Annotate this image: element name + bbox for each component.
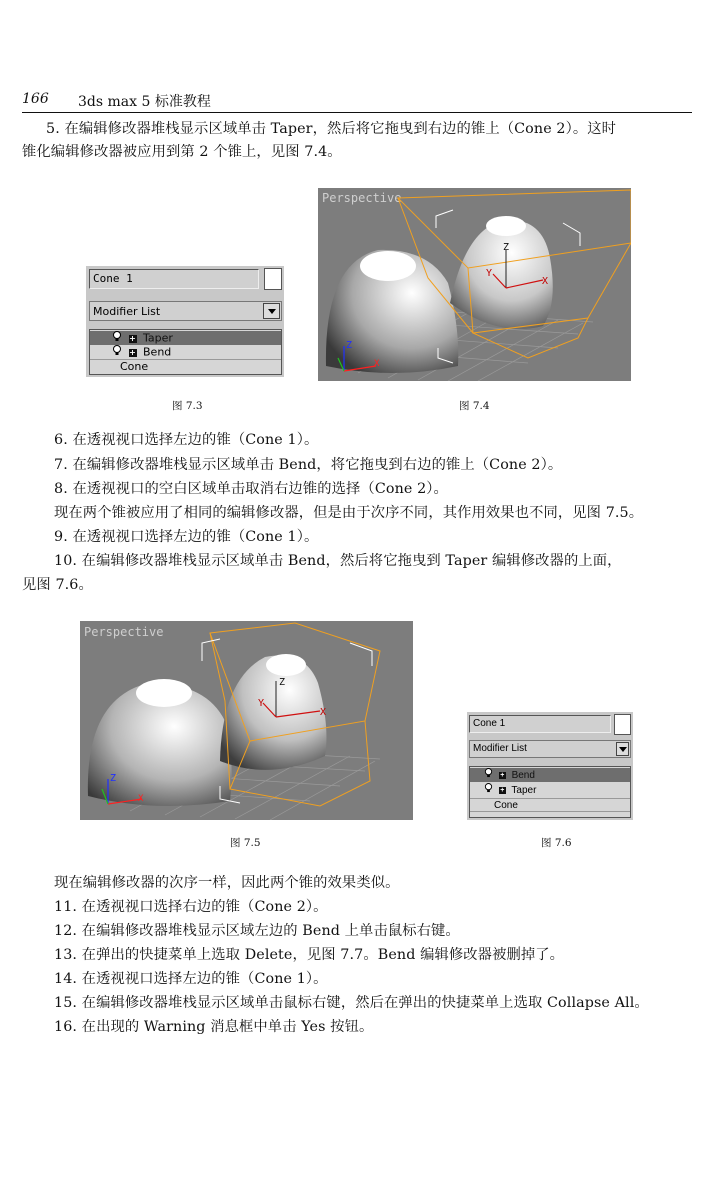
stack-row-cone[interactable] (470, 798, 630, 812)
step-9: 9. 在透视视口选择左边的锥（Cone 1）。 (54, 529, 319, 545)
modifier-stack[interactable] (469, 766, 631, 818)
viewport-fig74[interactable] (318, 188, 631, 381)
modifier-panel-fig73 (86, 266, 284, 377)
expand-plus-icon[interactable]: + (500, 787, 505, 794)
svg-text:X: X (542, 276, 549, 287)
step-7: 7. 在编辑修改器堆栈显示区域单击 Bend，将它拖曳到右边的锥上（Cone 2）。 (54, 457, 563, 473)
dropdown-arrow-icon[interactable] (263, 303, 280, 319)
stack-label-cone: Cone (494, 800, 518, 811)
step-11: 11. 在透视视口选择右边的锥（Cone 2）。 (54, 899, 328, 915)
svg-text:Z: Z (346, 340, 353, 351)
expand-plus-icon[interactable]: + (500, 772, 505, 779)
step-10-line-2: 见图 7.6。 (22, 577, 93, 593)
color-swatch[interactable] (614, 714, 631, 735)
step-14: 14. 在透视视口选择左边的锥（Cone 1）。 (54, 971, 328, 987)
step-5-line-1: 5. 在编辑修改器堆栈显示区域单击 Taper，然后将它拖曳到右边的锥上（Cone 2）。这时 (46, 121, 617, 137)
cone-1-top (136, 679, 192, 707)
svg-text:Z: Z (503, 242, 510, 253)
lightbulb-icon[interactable] (484, 768, 493, 783)
stack-label-cone: Cone (120, 360, 149, 373)
object-name-field[interactable]: Cone 1 (469, 715, 611, 733)
step-16: 16. 在出现的 Warning 消息框中单击 Yes 按钮。 (54, 1019, 374, 1035)
caption-fig75: 图 7.5 (230, 837, 261, 849)
step-13: 13. 在弹出的快捷菜单上选取 Delete，见图 7.7。Bend 编辑修改器被删掉了。 (54, 947, 565, 963)
viewport-fig75[interactable] (80, 621, 413, 820)
viewport-label: Perspective (322, 191, 402, 205)
svg-text:Z: Z (110, 773, 117, 784)
page-number: 166 (22, 91, 49, 107)
expand-plus-icon[interactable]: + (129, 333, 136, 343)
lightbulb-icon[interactable] (112, 331, 122, 346)
dropdown-arrow-icon[interactable] (616, 742, 629, 756)
modifier-list-dropdown[interactable] (469, 740, 631, 758)
step-5-line-2: 锥化编辑修改器被应用到第 2 个锥上，见图 7.4。 (22, 144, 342, 160)
step-12: 12. 在编辑修改器堆栈显示区域左边的 Bend 上单击鼠标右键。 (54, 923, 460, 939)
stack-label-taper: Taper (143, 331, 173, 345)
svg-text:Y: Y (486, 268, 493, 279)
svg-text:Z: Z (279, 677, 286, 688)
stack-label-taper: Taper (511, 785, 537, 797)
modifier-list-dropdown[interactable] (89, 301, 282, 321)
modifier-panel-fig76 (467, 712, 633, 820)
lightbulb-icon[interactable] (484, 783, 493, 798)
stack-row-taper[interactable] (470, 783, 630, 797)
note-order: 现在两个锥被应用了相同的编辑修改器，但是由于次序不同，其作用效果也不同，见图 7.5。 (54, 505, 644, 521)
caption-fig76: 图 7.6 (541, 837, 572, 849)
lightbulb-icon[interactable] (112, 345, 122, 360)
object-name-field[interactable]: Cone 1 (89, 269, 259, 289)
stack-row-taper[interactable] (90, 331, 281, 345)
color-swatch[interactable] (264, 268, 282, 290)
stack-row-bend[interactable] (90, 345, 281, 359)
step-6: 6. 在透视视口选择左边的锥（Cone 1）。 (54, 432, 319, 448)
step-10-line-1: 10. 在编辑修改器堆栈显示区域单击 Bend，然后将它拖曳到 Taper 编辑修改器的上面， (54, 553, 622, 569)
modifier-list-label: Modifier List (473, 743, 527, 754)
svg-text:Y: Y (258, 698, 265, 709)
cone-1-top (360, 251, 416, 281)
book-title: 3ds max 5 标准教程 (78, 94, 211, 110)
note-same-order: 现在编辑修改器的次序一样，因此两个锥的效果类似。 (54, 875, 400, 891)
svg-text:X: X (374, 359, 380, 369)
stack-row-cone[interactable] (90, 359, 281, 373)
svg-text:X: X (320, 707, 327, 718)
step-15: 15. 在编辑修改器堆栈显示区域单击鼠标右键，然后在弹出的快捷菜单上选取 Collapse All。 (54, 995, 649, 1011)
modifier-list-label: Modifier List (93, 305, 161, 318)
svg-text:X: X (138, 794, 144, 804)
stack-label-bend: Bend (143, 345, 172, 359)
caption-fig73: 图 7.3 (172, 400, 203, 412)
cone-2-top (486, 216, 526, 236)
page-header (22, 91, 692, 113)
caption-fig74: 图 7.4 (459, 400, 490, 412)
modifier-stack[interactable] (89, 329, 282, 375)
step-8: 8. 在透视视口的空白区域单击取消右边锥的选择（Cone 2）。 (54, 481, 448, 497)
stack-row-bend[interactable] (470, 768, 630, 782)
stack-label-bend: Bend (511, 770, 535, 782)
expand-plus-icon[interactable]: + (129, 347, 136, 357)
viewport-label: Perspective (84, 625, 164, 639)
cone-2-top (266, 654, 306, 676)
